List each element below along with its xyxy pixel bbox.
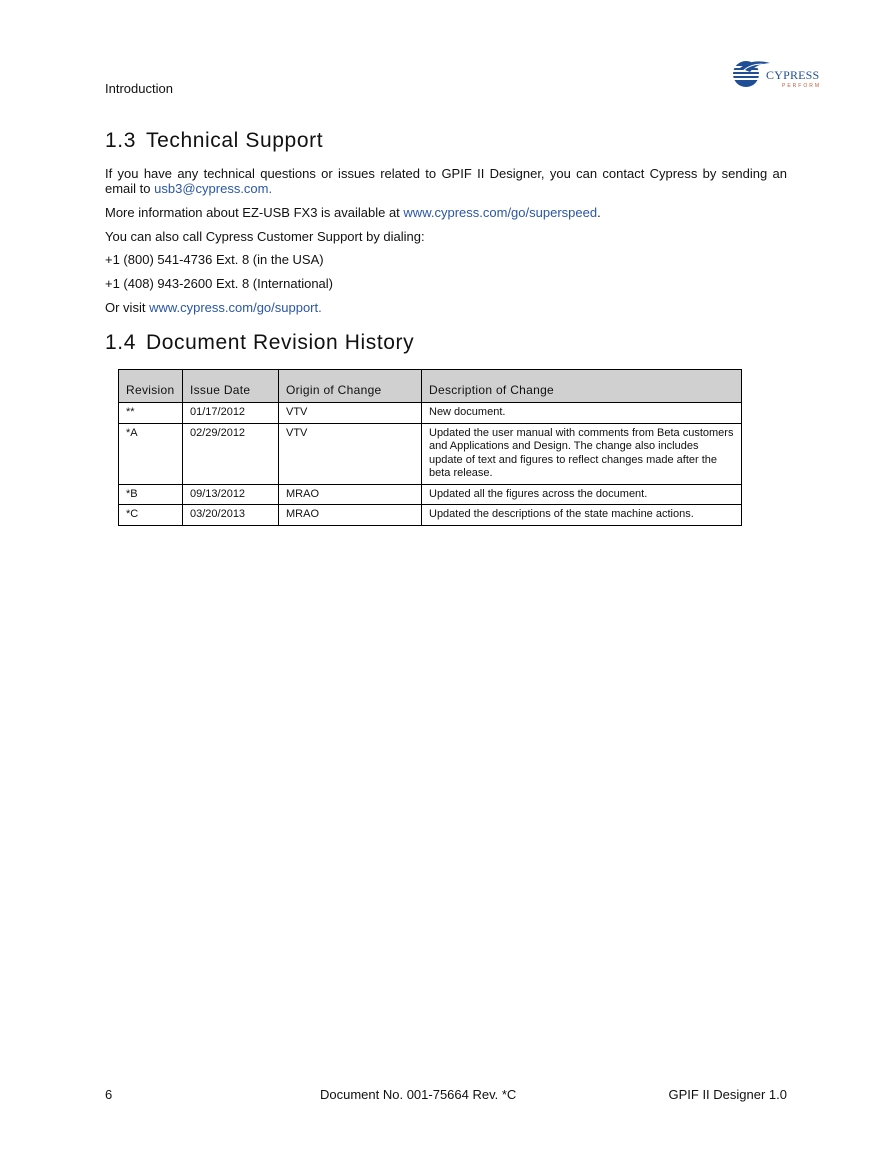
issue-date-cell: 09/13/2012 xyxy=(183,484,279,505)
column-header: Origin of Change xyxy=(279,370,422,403)
description-cell: Updated all the figures across the document. xyxy=(422,484,742,505)
support-text: If you have any technical questions or issues related to GPIF II Designer, you can contact Cypress by sending an email to xyxy=(105,166,787,196)
table-row xyxy=(119,505,742,526)
description-cell: Updated the descriptions of the state machine actions. xyxy=(422,505,742,526)
fx3-info-text: More information about EZ-USB FX3 is available at xyxy=(105,205,404,220)
table-header-row xyxy=(119,370,742,403)
support-site-link[interactable]: www.cypress.com/go/support. xyxy=(149,300,322,315)
origin-cell: MRAO xyxy=(279,505,422,526)
table-row xyxy=(119,423,742,484)
logo-tagline: PERFORM xyxy=(782,83,821,89)
section-title: Technical Support xyxy=(146,129,324,152)
revision-cell: *A xyxy=(119,423,183,484)
support-paragraph xyxy=(105,166,787,196)
footer-page-number: 6 xyxy=(105,1087,113,1102)
section-heading-technical-support xyxy=(105,129,323,153)
fx3-info-paragraph xyxy=(105,205,787,220)
revision-cell: *B xyxy=(119,484,183,505)
fx3-info-end: . xyxy=(597,205,601,220)
issue-date-cell: 01/17/2012 xyxy=(183,403,279,424)
visit-text: Or visit xyxy=(105,300,150,315)
description-cell: New document. xyxy=(422,403,742,424)
visit-paragraph xyxy=(105,300,787,315)
revision-history-table xyxy=(118,369,742,526)
support-email-link[interactable]: usb3@cypress.com. xyxy=(154,181,273,196)
column-header: Revision xyxy=(119,370,183,403)
revision-cell: ** xyxy=(119,403,183,424)
table-row xyxy=(119,484,742,505)
call-support-paragraph: You can also call Cypress Customer Support by dialing: xyxy=(105,229,425,244)
footer-product-name: GPIF II Designer 1.0 xyxy=(668,1087,787,1102)
international-phone: +1 (408) 943-2600 Ext. 8 (International) xyxy=(105,276,334,291)
running-header: Introduction xyxy=(105,81,173,96)
superspeed-link[interactable]: www.cypress.com/go/superspeed xyxy=(403,205,598,220)
usa-phone: +1 (800) 541-4736 Ext. 8 (in the USA) xyxy=(105,252,324,267)
revision-cell: *C xyxy=(119,505,183,526)
section-number: 1.4 xyxy=(105,331,136,354)
logo-wordmark: CYPRESS xyxy=(766,68,820,82)
footer-document-number: Document No. 001-75664 Rev. *C xyxy=(320,1087,517,1102)
description-cell: Updated the user manual with comments from Beta customers and Applications and Design. The change also includes update of text and figures to reflect changes made after the beta release. xyxy=(422,423,742,484)
cypress-logo xyxy=(726,52,822,94)
column-header: Description of Change xyxy=(422,370,742,403)
column-header: Issue Date xyxy=(183,370,279,403)
issue-date-cell: 02/29/2012 xyxy=(183,423,279,484)
origin-cell: VTV xyxy=(279,403,422,424)
origin-cell: VTV xyxy=(279,423,422,484)
issue-date-cell: 03/20/2013 xyxy=(183,505,279,526)
section-title: Document Revision History xyxy=(146,331,415,354)
table-row xyxy=(119,403,742,424)
section-heading-revision-history xyxy=(105,331,414,355)
section-number: 1.3 xyxy=(105,129,136,152)
origin-cell: MRAO xyxy=(279,484,422,505)
